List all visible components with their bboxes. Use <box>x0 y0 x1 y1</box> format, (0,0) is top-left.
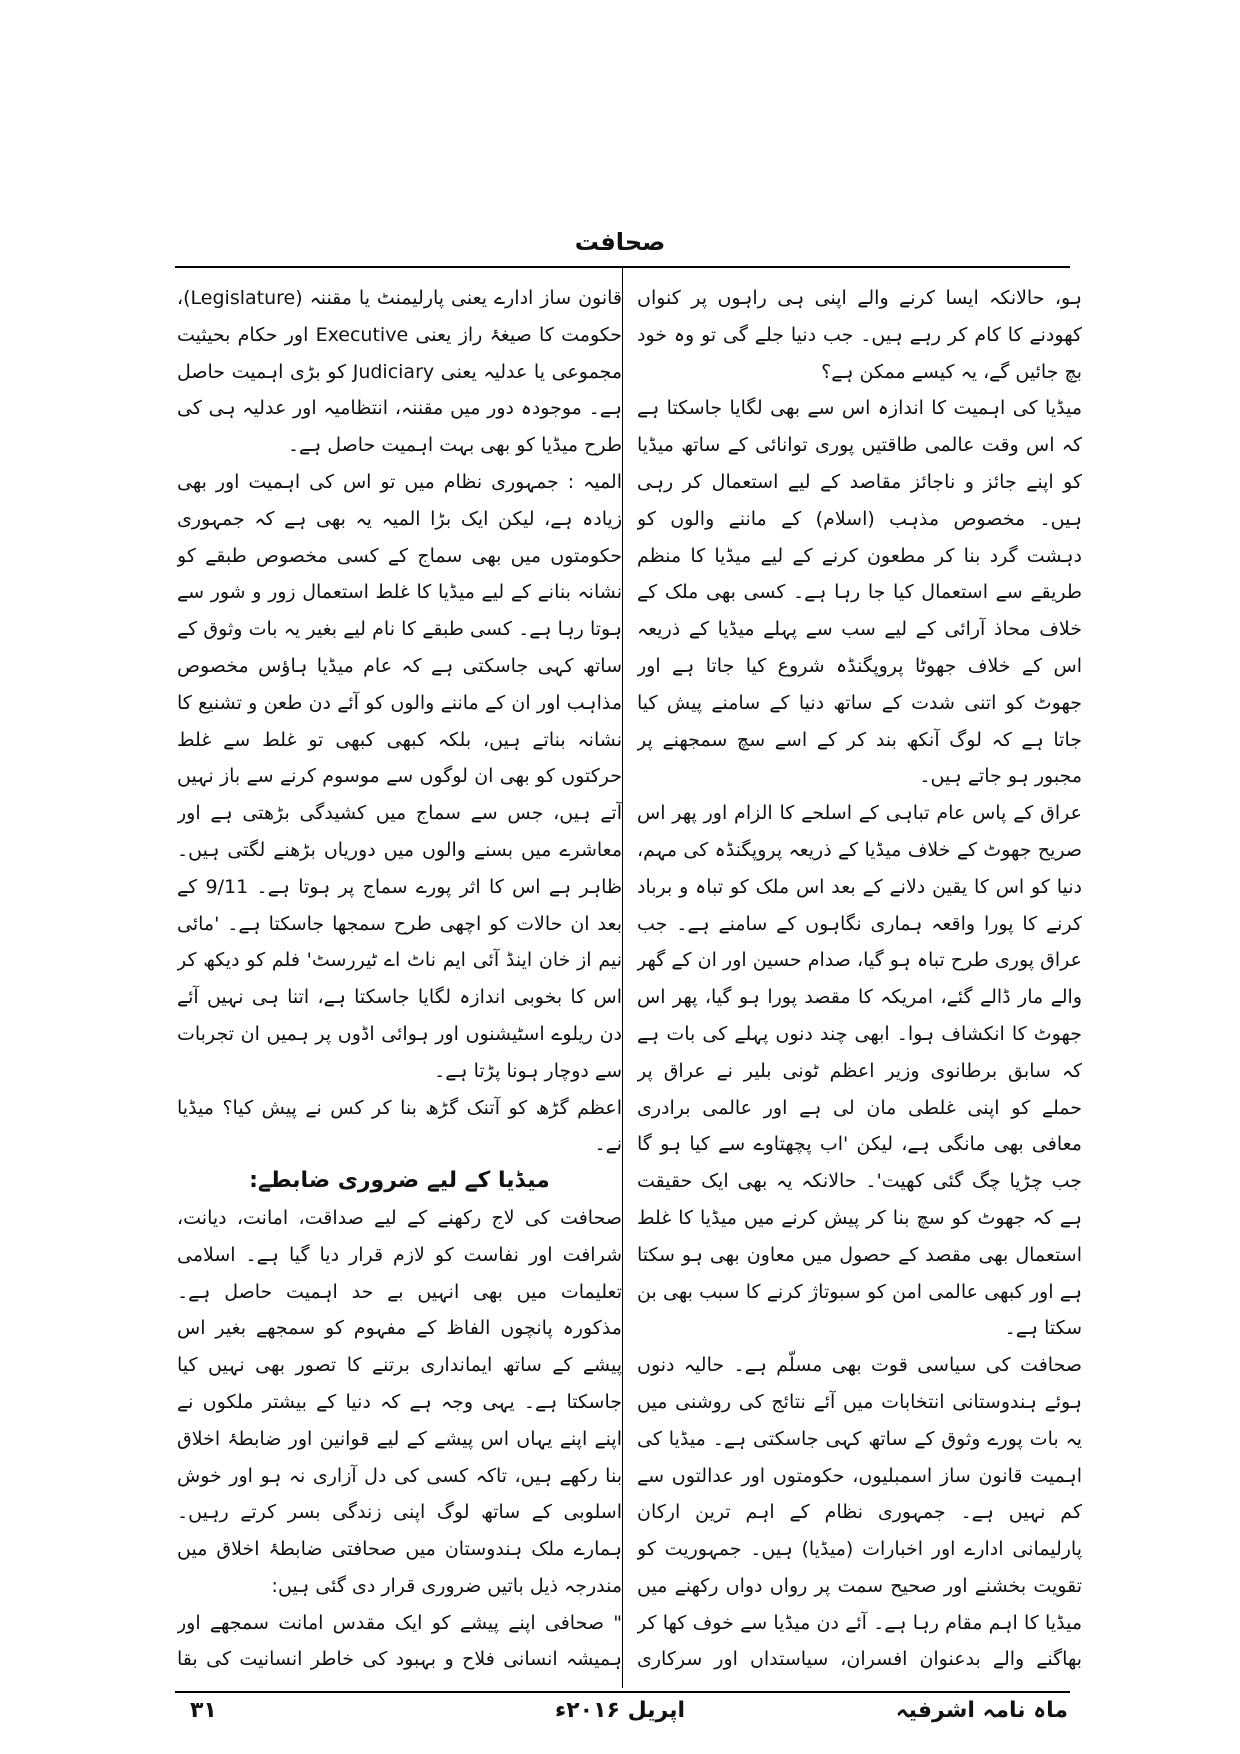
paragraph: صحافت کی سیاسی قوت بھی مسلّم ہے۔ حالیہ دنوں ہوئے ہندوستانی انتخابات میں آئے نتائج کی روشنی میں یہ بات پورے وثوق کے ساتھ کہی جاسکتی ہے۔ میڈیا کی اہمیت قانون ساز اسمبلیوں، حکومتوں اور عدالتوں سے کم نہیں ہے۔ جمہوری نظام کے اہم ترین ارکان پارلیمانی ادارے اور اخبارات (میڈیا) ہیں۔ جمہوریت کو تقویت بخشنے اور صحیح سمت پر رواں دواں رکھنے میں میڈیا کا اہم مقام رہا ہے۔ آئے دن میڈیا سے خوف کھا کر بھاگنے والے بدعنوان افسران، سیاستداں اور سرکاری <box>637 1354 1082 1671</box>
issue-date: اپریل ۲۰۱۶ء <box>554 1698 685 1723</box>
paragraph: صحافت کی لاج رکھنے کے لیے صداقت، امانت، دیانت، شرافت اور نفاست کو لازم قرار دیا گیا ہے۔ اسلامی تعلیمات میں بھی انہیں بے حد اہمیت حاصل ہے۔ مذکورہ پانچوں الفاظ کے مفہوم کو سمجھے بغیر اس پیشے کے ساتھ ایمانداری برتنے کا تصور بھی نہیں کیا جاسکتا ہے۔ یہی وجہ ہے کہ دنیا کے بیشتر ملکوں نے اپنے اپنے یہاں اس پیشے کے لیے قوانین اور ضابطۂ اخلاق بنا رکھے ہیں، تاکہ کسی کی دل آزاری نہ ہو اور خوش اسلوبی کے ساتھ لوگ اپنی زندگی بسر کرتے رہیں۔ ہمارے ملک ہندوستان میں صحافتی ضابطۂ اخلاق میں مندرجہ ذیل باتیں ضروری قرار دی گئی ہیں: <box>177 1206 622 1597</box>
paragraph: اعظم گڑھ کو آتنک گڑھ بنا کر کس نے پیش کیا؟ میڈیا نے۔ <box>177 1096 622 1156</box>
paragraph: " صحافی اپنے پیشے کو ایک مقدس امانت سمجھے اور ہمیشہ انسانی فلاح و بہبود کی خاطر انسانیت کی بقا <box>177 1611 622 1671</box>
paragraph: ہو، حالانکہ ایسا کرنے والے اپنی ہی راہوں پر کنواں کھودنے کا کام کر رہے ہیں۔ جب دنیا جلے گی تو وہ خود بچ جائیں گے، یہ کیسے ممکن ہے؟ <box>637 287 1082 383</box>
footer-rule <box>175 1691 1070 1693</box>
paragraph: المیہ : جمہوری نظام میں تو اس کی اہمیت اور بھی زیادہ ہے، لیکن ایک بڑا المیہ یہ بھی ہے کہ جمہوری حکومتوں میں بھی سماج کے کسی مخصوص طبقے کو نشانہ بنانے کے لیے میڈیا کا غلط استعمال زور و شور سے ہوتا رہا ہے۔ کسی طبقے کا نام لیے بغیر یہ بات وثوق کے ساتھ کہی جاسکتی ہے کہ عام میڈیا ہاؤس مخصوص مذاہب اور ان کے ماننے والوں کو آئے دن طعن و تشنیع کا نشانہ بناتے ہیں، بلکہ کبھی کبھی تو غلط سے غلط حرکتوں کو بھی ان لوگوں سے موسوم کرنے سے باز نہیں آتے ہیں، جس سے سماج میں کشیدگی بڑھتی ہے اور معاشرے میں بسنے والوں میں دوریاں بڑھنے لگتی ہیں۔ ظاہر ہے اس کا اثر پورے سماج پر ہوتا ہے۔ 9/11 کے بعد ان حالات کو اچھی طرح سمجھا جاسکتا ہے۔ 'مائی نیم از خان اینڈ آئی ایم ناٹ اے ٹیررسٹ' فلم کو دیکھ کر اس کا بخوبی اندازہ لگایا جاسکتا ہے، اتنا ہی نہیں آئے دن ریلوے اسٹیشنوں اور ہوائی اڈوں پر ہمیں ان تجربات سے دوچار ہونا پڑتا ہے۔ <box>177 470 622 1082</box>
right-column <box>637 280 1082 1680</box>
left-column <box>177 280 622 1680</box>
magazine-name: ماہ نامہ اشرفیہ <box>895 1698 1068 1723</box>
paragraph: عراق کے پاس عام تباہی کے اسلحے کا الزام اور پھر اس صریح جھوٹ کے خلاف میڈیا کے ذریعہ پروپگنڈہ کی مہم، دنیا کو اس کا یقین دلانے کے بعد اس ملک کو تباہ و برباد کرنے کا پورا واقعہ ہماری نگاہوں کے سامنے ہے۔ جب عراق پوری طرح تباہ ہو گیا، صدام حسین اور ان کے گھر والے مار ڈالے گئے، امریکہ کا مقصد پورا ہو گیا، پھر اس جھوٹ کا انکشاف ہوا۔ ابھی چند دنوں پہلے کی بات ہے کہ سابق برطانوی وزیر اعظم ٹونی بلیر نے عراق پر حملے کو اپنی غلطی مان لی ہے اور عالمی برادری معافی بھی مانگی ہے، لیکن 'اب پچھتاوے سے کیا ہو گا جب چڑیا چگ گئی کھیت'۔ حالانکہ یہ بھی ایک حقیقت ہے کہ جھوٹ کو سچ بنا کر پیش کرنے میں میڈیا کا غلط استعمال بھی مقصد کے حصول میں معاون بھی ہو سکتا ہے اور کبھی عالمی امن کو سبوتاژ کرنے کا سبب بھی بن سکتا ہے۔ <box>637 802 1082 1340</box>
page-title: صحافت <box>574 228 666 256</box>
section-subheading: میڈیا کے لیے ضروری ضابطے: <box>249 1168 550 1194</box>
column-divider <box>622 268 623 1688</box>
page-number: ۳۱ <box>190 1698 217 1723</box>
paragraph: قانون ساز ادارے یعنی پارلیمنٹ یا مقننہ (Legislature)، حکومت کا صیغۂ راز یعنی Executive اور حکام بحیثیت مجموعی یا عدلیہ یعنی Judiciary کو بڑی اہمیت حاصل ہے۔ موجودہ دور میں مقننہ، انتظامیہ اور عدلیہ ہی کی طرح میڈیا کو بھی بہت اہمیت حاصل ہے۔ <box>177 287 622 457</box>
paragraph: میڈیا کی اہمیت کا اندازہ اس سے بھی لگایا جاسکتا ہے کہ اس وقت عالمی طاقتیں پوری توانائی کے ساتھ میڈیا کو اپنے جائز و ناجائز مقاصد کے لیے استعمال کر رہی ہیں۔ مخصوص مذہب (اسلام) کے ماننے والوں کو دہشت گرد بنا کر مطعون کرنے کے لیے میڈیا کا منظم طریقے سے استعمال کیا جا رہا ہے۔ کسی بھی ملک کے خلاف محاذ آرائی کے لیے سب سے پہلے میڈیا کے ذریعہ اس کے خلاف جھوٹا پروپگنڈہ شروع کیا جاتا ہے اور جھوٹ کو اتنی شدت کے ساتھ دنیا کے سامنے پیش کیا جاتا ہے کہ لوگ آنکھ بند کر کے اسے سچ سمجھنے پر مجبور ہو جاتے ہیں۔ <box>637 397 1082 788</box>
